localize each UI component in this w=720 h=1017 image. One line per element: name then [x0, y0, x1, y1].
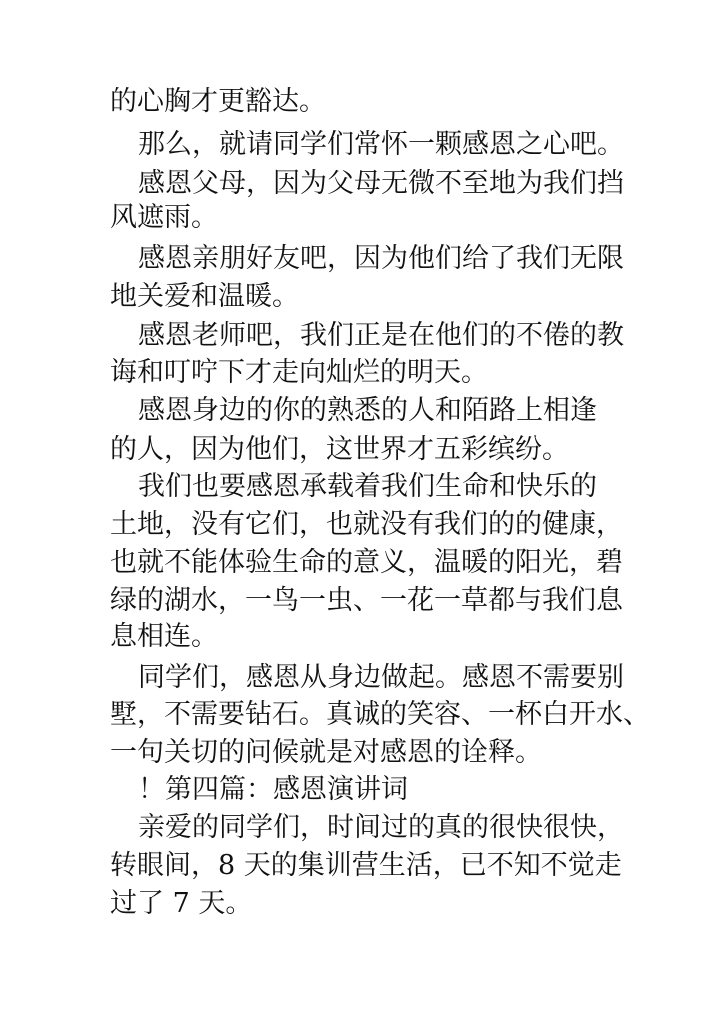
text-line: 感恩亲朋好友吧，因为他们给了我们无限 — [138, 243, 624, 274]
text-line: 那么，就请同学们常怀一颗感恩之心吧。 — [138, 129, 624, 160]
text-line: 息相连。 — [110, 621, 218, 652]
text-line: 过了 7 天。 — [110, 888, 253, 919]
text-line: 绿的湖水，一鸟一虫、一花一草都与我们息 — [110, 585, 623, 616]
text-line: 墅，不需要钻石。真诚的笑容、一杯白开水、 — [110, 699, 650, 730]
text-line: 的心胸才更豁达。 — [110, 86, 326, 117]
text-line: 亲爱的同学们，时间过的真的很快很快， — [138, 812, 624, 843]
text-line: 诲和叮咛下才走向灿烂的明天。 — [110, 357, 488, 388]
text-line: 土地，没有它们，也就没有我们的的健康， — [110, 509, 623, 540]
text-line: 一句关切的问候就是对感恩的诠释。 — [110, 737, 542, 768]
text-line: 转眼间，8 天的集训营生活，已不知不觉走 — [110, 850, 622, 881]
text-line: 也就不能体验生命的意义，温暖的阳光，碧 — [110, 547, 623, 578]
text-line: 感恩父母，因为父母无微不至地为我们挡 — [138, 168, 624, 199]
text-line: 我们也要感恩承载着我们生命和快乐的 — [138, 471, 597, 502]
text-line: 同学们，感恩从身边做起。感恩不需要别 — [138, 662, 624, 693]
section-heading: ！第四篇：感恩演讲词 — [138, 774, 408, 805]
text-line: 感恩老师吧，我们正是在他们的不倦的教 — [138, 320, 624, 351]
text-line: 风遮雨。 — [110, 202, 218, 233]
text-line: 感恩身边的你的熟悉的人和陌路上相逢 — [138, 395, 597, 426]
text-line: 地关爱和温暖。 — [110, 281, 299, 312]
text-line: 的人，因为他们，这世界才五彩缤纷。 — [110, 434, 569, 465]
